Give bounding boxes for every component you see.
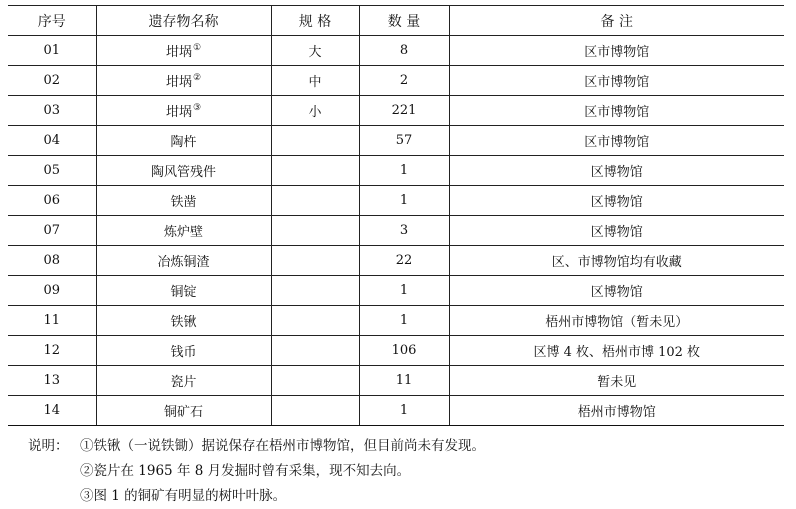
cell-no-text: 01: [43, 43, 61, 58]
cell-qty-text: 22: [395, 253, 413, 268]
note-line: [28, 459, 788, 484]
table-row: [8, 336, 784, 366]
table-row: [8, 156, 784, 186]
cell-no-text: 04: [43, 133, 61, 148]
footnote-marker: ③: [192, 103, 202, 113]
cell-qty: [359, 246, 449, 276]
table-row: [8, 36, 784, 66]
cell-qty-text: 1: [399, 403, 409, 418]
cell-note-text: 梧州市博物馆: [577, 405, 656, 420]
cell-spec: [271, 216, 359, 246]
cell-qty-text: 106: [391, 343, 417, 358]
cell-spec-text: 小: [308, 105, 322, 120]
cell-no: [8, 66, 96, 96]
cell-note-text: 区博 4 枚、梧州市博 102 枚: [533, 345, 701, 360]
cell-name-text: 陶杵: [170, 135, 197, 150]
cell-no-text: 08: [43, 253, 61, 268]
cell-spec: [271, 366, 359, 396]
header-name: 遗存物名称: [96, 6, 271, 36]
cell-qty-text: 11: [395, 373, 413, 388]
cell-no: [8, 216, 96, 246]
table-header-row: [8, 6, 784, 36]
cell-no: [8, 336, 96, 366]
cell-no: [8, 186, 96, 216]
cell-note: [449, 306, 784, 336]
cell-qty-text: 1: [399, 283, 409, 298]
cell-qty-text: 221: [391, 103, 417, 118]
cell-spec: [271, 246, 359, 276]
cell-note-text: 区市博物馆: [584, 45, 650, 60]
cell-name: [96, 66, 271, 96]
cell-no: [8, 96, 96, 126]
cell-no-text: 03: [43, 103, 61, 118]
cell-name: [96, 156, 271, 186]
cell-note: [449, 96, 784, 126]
cell-no: [8, 366, 96, 396]
cell-no: [8, 276, 96, 306]
cell-note: [449, 276, 784, 306]
cell-name-text: 炼炉壁: [163, 225, 203, 240]
cell-no-text: 11: [43, 313, 61, 328]
cell-qty-text: 2: [399, 73, 409, 88]
cell-name: [96, 366, 271, 396]
cell-no-text: 05: [43, 163, 61, 178]
cell-note-text: 区博物馆: [590, 225, 643, 240]
cell-note-text: 区博物馆: [590, 195, 643, 210]
cell-no-text: 07: [43, 223, 61, 238]
cell-no: [8, 156, 96, 186]
table-row: [8, 126, 784, 156]
cell-spec: [271, 186, 359, 216]
footnote-marker: ①: [192, 43, 202, 53]
cell-no-text: 13: [43, 373, 61, 388]
cell-note-text: 区市博物馆: [584, 75, 650, 90]
cell-qty: [359, 36, 449, 66]
cell-note-text: 区博物馆: [590, 165, 643, 180]
cell-note: [449, 36, 784, 66]
note-text: ③图 1 的铜矿有明显的树叶叶脉。: [80, 488, 287, 504]
cell-note-text: 区、市博物馆均有收藏: [551, 255, 682, 270]
cell-qty: [359, 396, 449, 426]
cell-name-text: 铜锭: [170, 285, 197, 300]
cell-qty: [359, 66, 449, 96]
cell-note-text: 梧州市博物馆（暂未见）: [545, 315, 689, 330]
cell-name: [96, 216, 271, 246]
cell-qty-text: 1: [399, 193, 409, 208]
cell-name-text: 坩埚: [165, 45, 192, 60]
cell-qty-text: 57: [395, 133, 413, 148]
cell-qty: [359, 96, 449, 126]
cell-qty: [359, 336, 449, 366]
table-row: [8, 66, 784, 96]
cell-note: [449, 246, 784, 276]
table-row: [8, 216, 784, 246]
cell-note: [449, 156, 784, 186]
note-line: [28, 434, 788, 459]
cell-name-text: 瓷片: [170, 375, 197, 390]
cell-name: [96, 246, 271, 276]
cell-name: [96, 396, 271, 426]
cell-note-text: 区市博物馆: [584, 105, 650, 120]
cell-spec: [271, 66, 359, 96]
cell-spec-text: 大: [308, 45, 322, 60]
cell-name: [96, 336, 271, 366]
header-no: 序号: [8, 6, 96, 36]
table-row: [8, 396, 784, 426]
header-spec: 规 格: [271, 6, 359, 36]
cell-name-text: 铁锹: [170, 315, 197, 330]
cell-qty: [359, 366, 449, 396]
cell-qty: [359, 276, 449, 306]
cell-name-text: 坩埚: [165, 75, 192, 90]
cell-spec: [271, 306, 359, 336]
table-row: [8, 306, 784, 336]
cell-qty: [359, 156, 449, 186]
cell-qty-text: 3: [399, 223, 409, 238]
cell-no: [8, 126, 96, 156]
note-text: ①铁锹（一说铁锄）据说保存在梧州市博物馆，但目前尚未有发现。: [80, 438, 485, 454]
cell-note: [449, 396, 784, 426]
cell-qty: [359, 216, 449, 246]
cell-spec: [271, 156, 359, 186]
cell-qty-text: 1: [399, 163, 409, 178]
cell-note: [449, 126, 784, 156]
cell-no: [8, 246, 96, 276]
cell-note: [449, 216, 784, 246]
header-qty: 数 量: [359, 6, 449, 36]
cell-name-text: 铁凿: [170, 195, 197, 210]
cell-spec: [271, 276, 359, 306]
cell-name: [96, 36, 271, 66]
cell-no: [8, 306, 96, 336]
cell-spec: [271, 126, 359, 156]
cell-no-text: 14: [43, 403, 61, 418]
cell-qty-text: 1: [399, 313, 409, 328]
cell-name: [96, 126, 271, 156]
cell-qty: [359, 126, 449, 156]
notes-label: 说明：: [28, 438, 69, 454]
cell-name-text: 冶炼铜渣: [157, 255, 210, 270]
header-note: 备 注: [449, 6, 784, 36]
table-notes: [28, 434, 788, 509]
cell-name-text: 陶风管残件: [150, 165, 216, 180]
table-row: [8, 246, 784, 276]
cell-spec: [271, 36, 359, 66]
cell-name: [96, 96, 271, 126]
cell-name-text: 铜矿石: [163, 405, 203, 420]
cell-no: [8, 36, 96, 66]
cell-no-text: 09: [43, 283, 61, 298]
cell-qty-text: 8: [399, 43, 409, 58]
note-text: ②瓷片在 1965 年 8 月发掘时曾有采集，现不知去向。: [80, 463, 411, 479]
cell-note: [449, 336, 784, 366]
cell-spec: [271, 336, 359, 366]
footnote-marker: ②: [192, 73, 202, 83]
cell-note-text: 区市博物馆: [584, 135, 650, 150]
cell-no-text: 02: [43, 73, 61, 88]
cell-qty: [359, 306, 449, 336]
cell-name-text: 坩埚: [165, 105, 192, 120]
table-row: [8, 186, 784, 216]
cell-qty: [359, 186, 449, 216]
cell-note: [449, 366, 784, 396]
cell-name: [96, 276, 271, 306]
cell-note-text: 区博物馆: [590, 285, 643, 300]
note-line: [28, 484, 788, 509]
cell-note-text: 暂未见: [597, 375, 637, 390]
cell-name-text: 钱币: [170, 345, 197, 360]
cell-spec: [271, 96, 359, 126]
relics-table: [8, 5, 784, 426]
cell-no-text: 06: [43, 193, 61, 208]
cell-name: [96, 306, 271, 336]
cell-no: [8, 396, 96, 426]
table-row: [8, 96, 784, 126]
table-row: [8, 276, 784, 306]
cell-note: [449, 186, 784, 216]
cell-no-text: 12: [43, 343, 61, 358]
cell-name: [96, 186, 271, 216]
table-row: [8, 366, 784, 396]
cell-spec-text: 中: [308, 75, 322, 90]
cell-spec: [271, 396, 359, 426]
cell-note: [449, 66, 784, 96]
